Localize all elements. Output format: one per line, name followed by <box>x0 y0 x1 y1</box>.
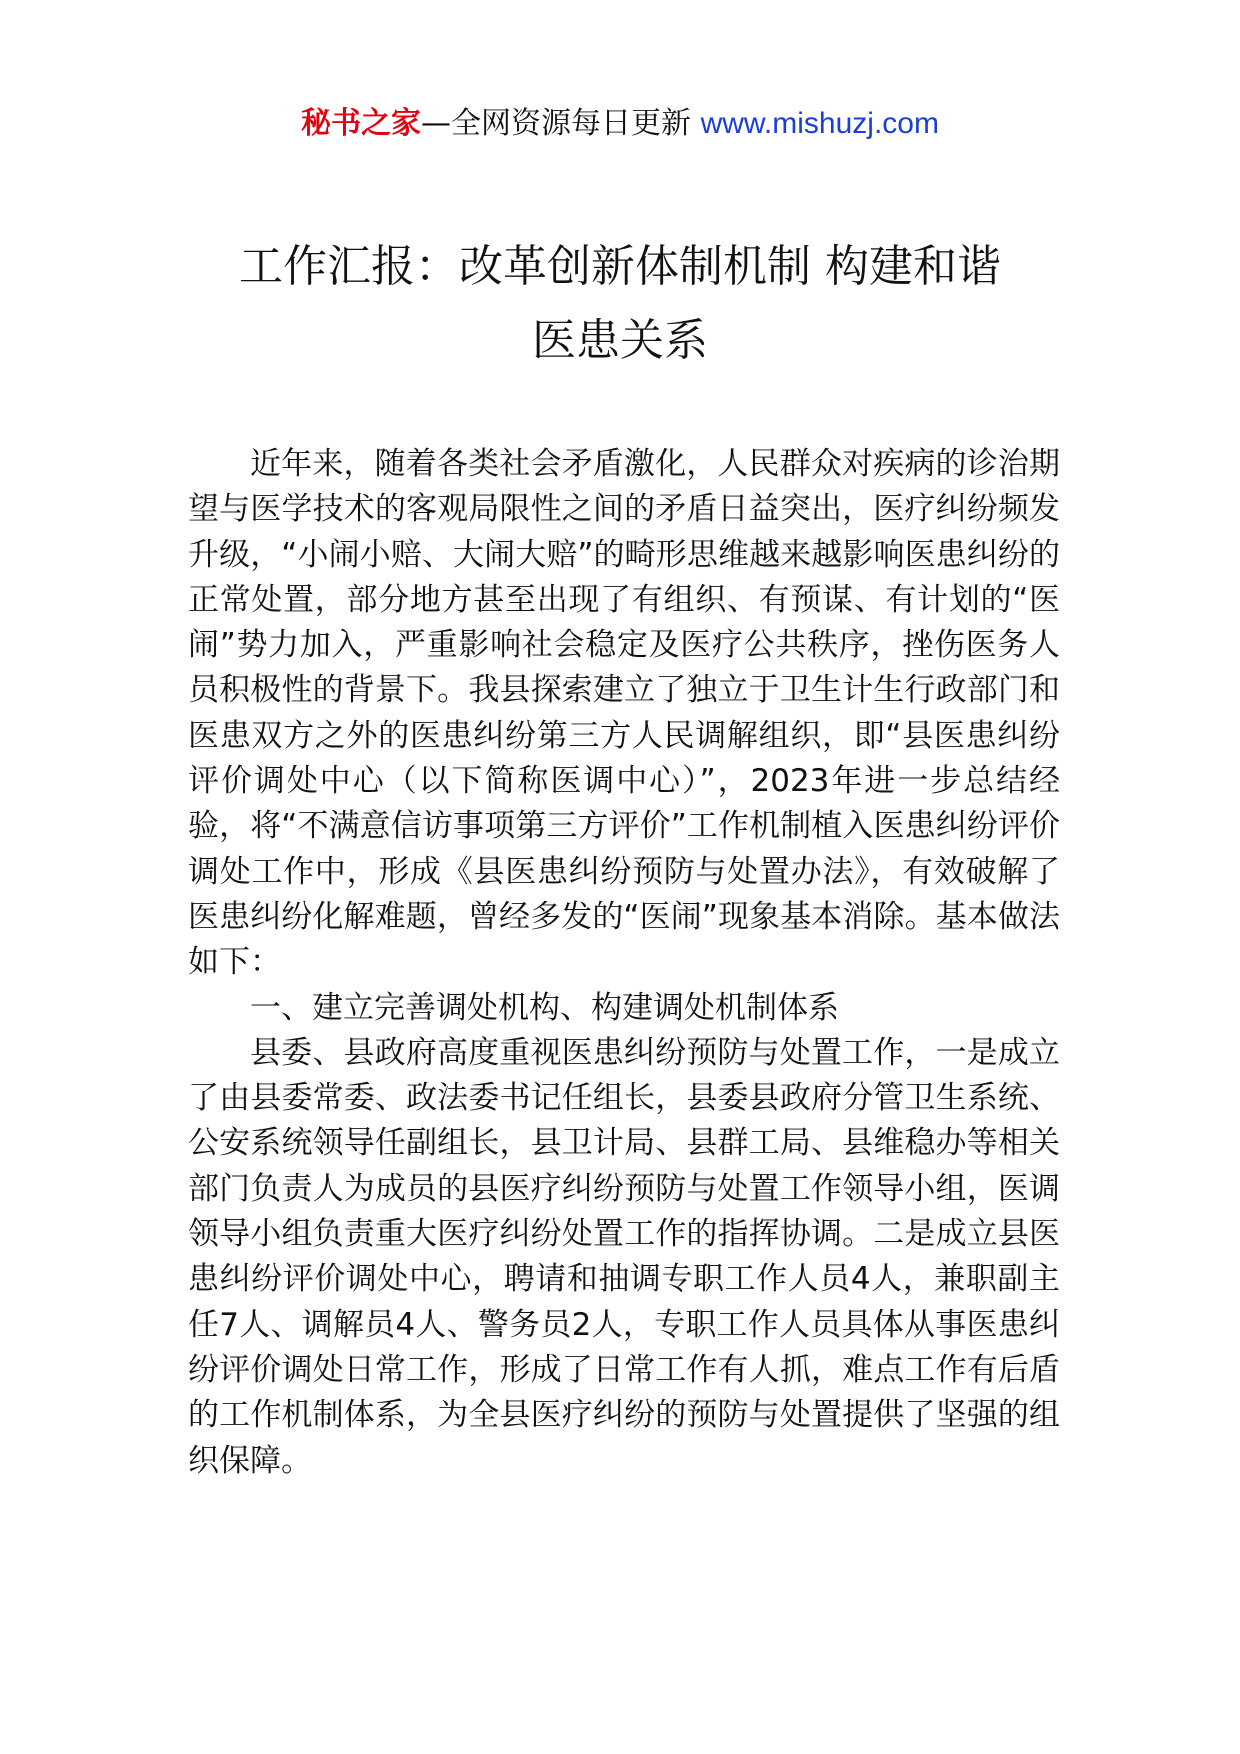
title-line-2: 医患关系 <box>532 315 708 366</box>
brand-slogan: —全网资源每日更新 <box>421 106 692 141</box>
brand-name: 秘书之家 <box>301 106 422 141</box>
site-url: www.mishuzj.com <box>700 107 939 140</box>
document-title <box>160 230 1080 378</box>
watermark-header <box>0 104 1240 144</box>
document-body <box>188 442 1060 1484</box>
section-1-paragraph: 县委、县政府高度重视医患纠纷预防与处置工作，一是成立了由县委常委、政法委书记任组长，县委县政府分管卫生系统、公安系统领导任副组长，县卫计局、县群工局、县维稳办等相关部门负责人为成员的县医疗纠纷预防与处置工作领导小组，医调领导小组负责重大医疗纠纷处置工作的指挥协调。二是成立县医患纠纷评价调处中心，聘请和抽调专职工作人员4人，兼职副主任7人、调解员4人、警务员2人，专职工作人员具体从事医患纠纷评价调处日常工作，形成了日常工作有人抓，难点工作有后盾的工作机制体系，为全县医疗纠纷的预防与处置提供了坚强的组织保障。 <box>188 1034 1060 1479</box>
title-line-1: 工作汇报：改革创新体制机制 构建和谐 <box>239 241 1001 292</box>
intro-paragraph: 近年来，随着各类社会矛盾激化，人民群众对疾病的诊治期望与医学技术的客观局限性之间的矛盾日益突出，医疗纠纷频发升级，“小闹小赔、大闹大赔”的畸形思维越来越影响医患纠纷的正常处置，部分地方甚至出现了有组织、有预谋、有计划的“医闹”势力加入，严重影响社会稳定及医疗公共秩序，挫伤医务人员积极性的背景下。我县探索建立了独立于卫生计生行政部门和医患双方之外的医患纠纷第三方人民调解组织，即“县医患纠纷评价调处中心（以下简称医调中心）”，2023年进一步总结经验，将“不满意信访事项第三方评价”工作机制植入医患纠纷评价调处工作中，形成《县医患纠纷预防与处置办法》，有效破解了医患纠纷化解难题，曾经多发的“医闹”现象基本消除。基本做法如下： <box>188 446 1060 981</box>
section-heading-1: 一、建立完善调处机构、构建调处机制体系 <box>250 989 839 1026</box>
